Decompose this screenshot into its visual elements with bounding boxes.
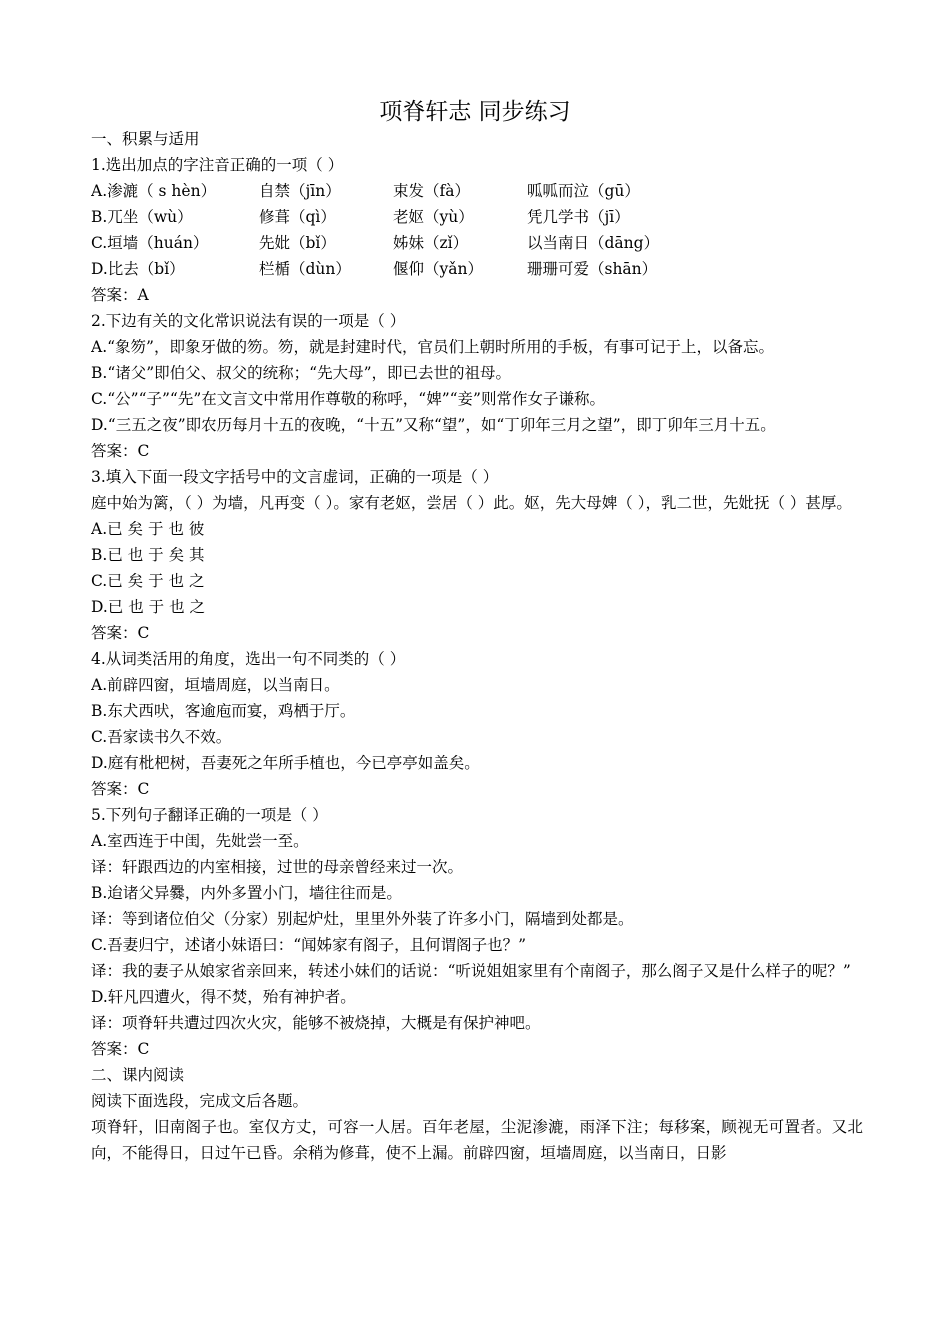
q1-d-2: 栏楯（dùn） — [259, 260, 351, 278]
q2-answer: 答案：C — [91, 442, 150, 460]
q5-option-a: A.室西连于中闺，先妣尝一至。 — [91, 832, 309, 850]
q1-option-row-c — [91, 230, 863, 256]
q1-c-4: 以当南日（dāng） — [527, 234, 660, 252]
q4-option-c: C.吾家读书久不效。 — [91, 728, 232, 746]
q1-a-1: A.渗漉（ s hèn） — [91, 182, 217, 200]
q5-option-b-translation: 译：等到诸位伯父（分家）别起炉灶，里里外外装了许多小门，隔墙到处都是。 — [91, 910, 634, 928]
q1-b-1: B.兀坐（wù） — [91, 208, 193, 226]
q4-option-b: B.东犬西吠，客逾庖而宴，鸡栖于厅。 — [91, 702, 356, 720]
q4-option-a: A.前辟四窗，垣墙周庭，以当南日。 — [91, 676, 340, 694]
document-body — [91, 126, 863, 1166]
q1-b-3: 老妪（yù） — [393, 208, 474, 226]
reading-passage: 项脊轩，旧南阁子也。室仅方丈，可容一人居。百年老屋，尘泥渗漉，雨泽下注；每移案，顾视无可置者。又北向，不能得日，日过午已昏。余稍为修葺，使不上漏。前辟四窗，垣墙周庭，以当南日，日影 — [91, 1118, 863, 1162]
section-heading-2: 二、课内阅读 — [91, 1066, 185, 1084]
q5-option-c: C.吾妻归宁，述诸小妹语曰：“闻姊家有阁子，且何谓阁子也？” — [91, 936, 527, 954]
q1-answer: 答案：A — [91, 286, 149, 304]
q5-stem: 5.下列句子翻译正确的一项是（ ） — [91, 806, 328, 824]
section-heading-1: 一、积累与适用 — [91, 130, 200, 148]
q1-d-4: 珊珊可爱（shān） — [527, 260, 658, 278]
q5-answer: 答案：C — [91, 1040, 150, 1058]
q5-option-d: D.轩凡四遭火，得不焚，殆有神护者。 — [91, 988, 356, 1006]
q1-a-3: 束发（fà） — [393, 182, 470, 200]
q5-option-d-translation: 译：项脊轩共遭过四次火灾，能够不被烧掉，大概是有保护神吧。 — [91, 1014, 541, 1032]
q4-stem: 4.从词类活用的角度，选出一句不同类的（ ） — [91, 650, 406, 668]
q1-b-4: 凭几学书（jī） — [527, 208, 630, 226]
q3-stem: 3.填入下面一段文字括号中的文言虚词，正确的一项是（ ） — [91, 468, 499, 486]
q1-option-row-b — [91, 204, 863, 230]
q1-option-row-a — [91, 178, 863, 204]
q1-b-2: 修葺（qì） — [259, 208, 336, 226]
q1-c-3: 姊妹（zǐ） — [393, 234, 469, 252]
q3-passage: 庭中始为篱，（ ）为墙，凡再变（ ）。家有老妪，尝居（ ）此。妪，先大母婢（ ），乳二世，先妣抚（ ）甚厚。 — [91, 494, 852, 512]
q2-option-a: A.“象笏”，即象牙做的笏。笏，就是封建时代，官员们上朝时所用的手板，有事可记于上，以备忘。 — [91, 338, 774, 356]
q2-option-c: C.“公”“子”“先”在文言文中常用作尊敬的称呼，“婢”“妾”则常作女子谦称。 — [91, 390, 605, 408]
q1-option-row-d — [91, 256, 863, 282]
q1-d-3: 偃仰（yǎn） — [393, 260, 483, 278]
q1-d-1: D.比去（bǐ） — [91, 260, 185, 278]
q5-option-a-translation: 译：轩跟西边的内室相接，过世的母亲曾经来过一次。 — [91, 858, 464, 876]
q3-answer: 答案：C — [91, 624, 150, 642]
q1-c-1: C.垣墙（huán） — [91, 234, 209, 252]
q3-option-a: A.已 矣 于 也 彼 — [91, 520, 205, 538]
q1-stem: 1.选出加点的字注音正确的一项（ ） — [91, 156, 344, 174]
q1-a-4: 呱呱而泣（gū） — [527, 182, 640, 200]
q3-option-c: C.已 矣 于 也 之 — [91, 572, 205, 590]
q3-option-d: D.已 也 于 也 之 — [91, 598, 206, 616]
q3-option-b: B.已 也 于 矣 其 — [91, 546, 205, 564]
q2-option-d: D.“三五之夜”即农历每月十五的夜晚，“十五”又称“望”，如“丁卯年三月之望”，即丁卯年三月十五。 — [91, 416, 776, 434]
q4-answer: 答案：C — [91, 780, 150, 798]
q5-option-b: B.迨诸父异爨，内外多置小门，墙往往而是。 — [91, 884, 402, 902]
reading-instruction: 阅读下面选段，完成文后各题。 — [91, 1092, 309, 1110]
q2-option-b: B.“诸父”即伯父、叔父的统称；“先大母”，即已去世的祖母。 — [91, 364, 512, 382]
q2-stem: 2.下边有关的文化常识说法有误的一项是（ ） — [91, 312, 406, 330]
q5-option-c-translation: 译：我的妻子从娘家省亲回来，转述小妹们的话说：“听说姐姐家里有个南阁子，那么阁子又是什么样子的呢？” — [91, 962, 851, 980]
q1-a-2: 自禁（jīn） — [259, 182, 341, 200]
q1-c-2: 先妣（bǐ） — [259, 234, 336, 252]
document-title: 项脊轩志 同步练习 — [379, 99, 571, 125]
q4-option-d: D.庭有枇杷树，吾妻死之年所手植也，今已亭亭如盖矣。 — [91, 754, 480, 772]
